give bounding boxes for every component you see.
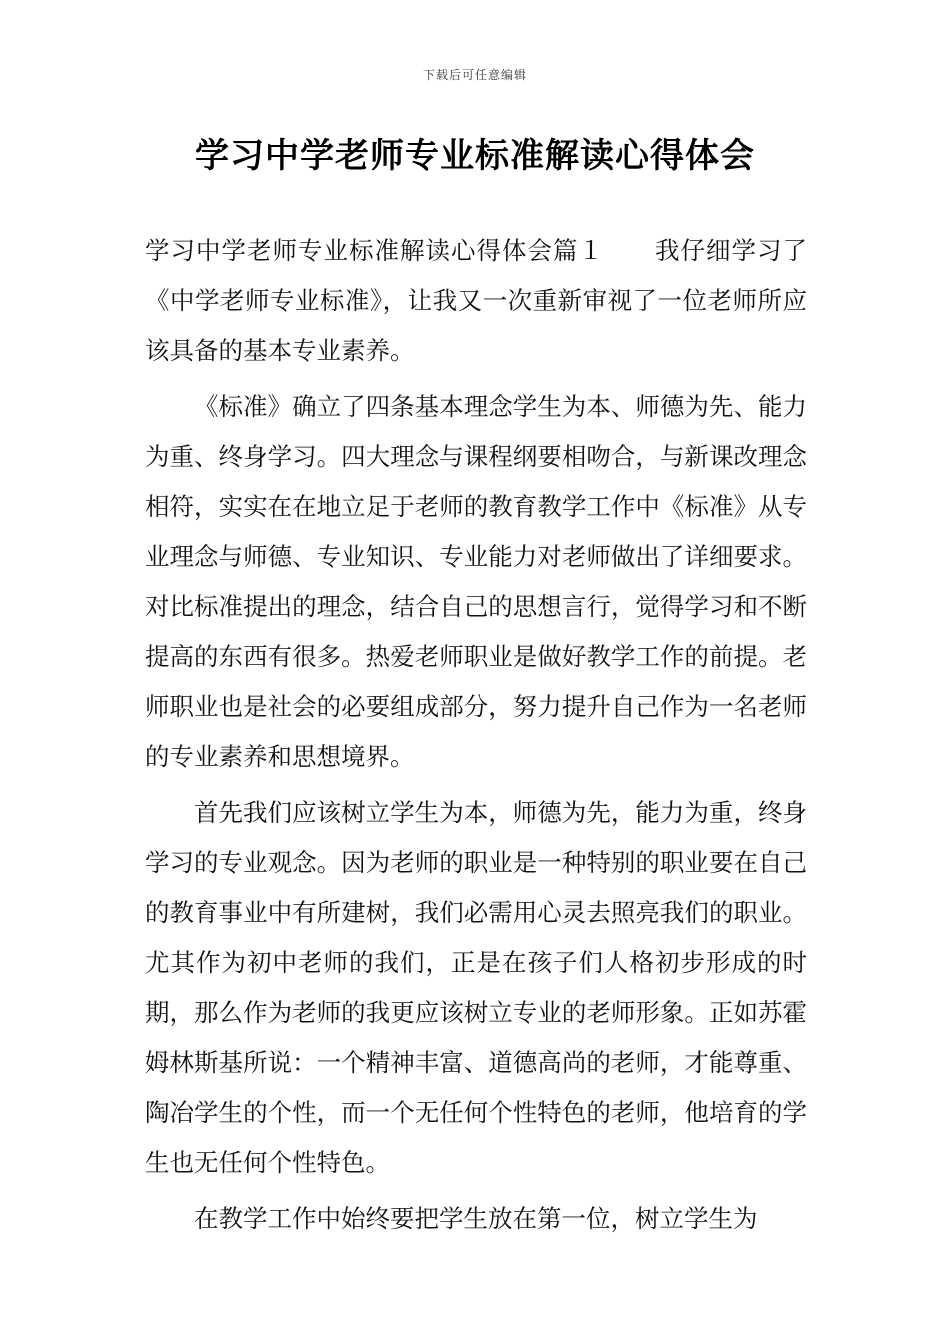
paragraph-3: 首先我们应该树立学生为本，师德为先，能力为重，终身学习的专业观念。因为老师的职业是一种特别的职业要在自己的教育事业中有所建树，我们必需用心灵去照亮我们的职业。尤其作为初中老师的我们，正是在孩子们人格初步形成的时期，那么作为老师的我更应该树立专业的老师形象。正如苏霍姆林斯基所说：一个精神丰富、道德高尚的老师，才能尊重、陶冶学生的个性，而一个无任何个性特色的老师，他培育的学生也无任何个性特色。 [145,798,807,1177]
header-note: 下载后可任意编辑 [422,68,527,82]
paragraph-1: 学习中学老师专业标准解读心得体会篇１ 我仔细学习了《中学老师专业标准》，让我又一次重新审视了一位老师所应该具备的基本专业素养。 [145,236,807,365]
paragraph-4: 在教学工作中始终要把学生放在第一位，树立学生为 [194,1204,758,1233]
document-title: 学习中学老师专业标准解读心得体会 [195,136,755,176]
document-body [145,226,807,1244]
paragraph-2: 《标准》确立了四条基本理念学生为本、师德为先、能力为重、终身学习。四大理念与课程纲要相吻合，与新课改理念相符，实实在在地立足于老师的教育教学工作中《标准》从专业理念与师德、专业知识、专业能力对老师做出了详细要求。对比标准提出的理念，结合自己的思想言行，觉得学习和不断提高的东西有很多。热爱老师职业是做好教学工作的前提。老师职业也是社会的必要组成部分，努力提升自己作为一名老师的专业素养和思想境界。 [145,392,807,771]
